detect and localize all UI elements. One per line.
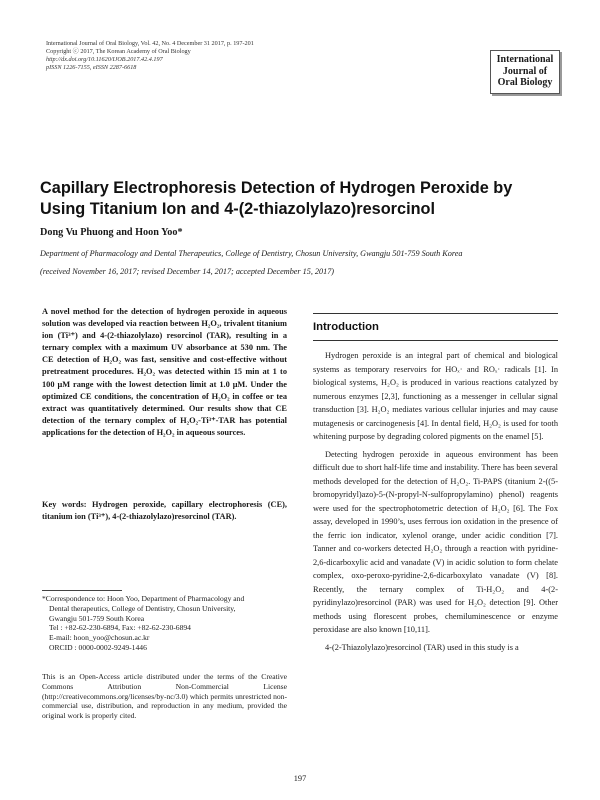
correspondence-orcid: ORCID : 0000-0002-9249-1446 xyxy=(49,642,147,652)
journal-logo-line: Journal of xyxy=(502,65,548,77)
journal-logo-line: International xyxy=(496,54,554,65)
abstract-text: A novel method for the detection of hydrogen peroxide in aqueous solution was developed via reaction between H₂O₂, trivalent titanium ion (Ti³⁺) and 4-(2-thiazolylazo) resorcinol (TAR), resulting in a ternary complex with a maximum UV absorbance at 530 nm. The CE detection of H₂O₂ was fast, sensitive and cost-effective without pretreatment procedures. H₂O₂ was detected within 15 min at 1 to 100 μM range with the lowest detection limit at 1.0 μM. Under the optimized CE conditions, the concentration of H₂O₂ in coffee or tea extract was quantitatively determined. Our results show that CE detection of the ternary complex of H₂O₂-Ti³⁺-TAR has potential applications for the detection of H₂O₂ in aqueous sources. xyxy=(42,307,287,437)
copyright-line: Copyright ⓒ 2017, The Korean Academy of Oral Biology xyxy=(46,48,191,55)
correspondence-phone: Tel : +82-62-230-6894, Fax: +82-62-230-6894 xyxy=(49,623,191,633)
page-number: 197 xyxy=(293,774,307,783)
footnote-divider xyxy=(42,590,122,591)
correspondence-line: Gwangju 501-759 South Korea xyxy=(49,613,145,623)
author-list: Dong Vu Phuong and Hoon Yoo* xyxy=(40,227,183,238)
introduction-paragraph: Hydrogen peroxide is an integral part of chemical and biological systems as temporary reservoirs for HOₓ· and ROₓ· radicals [1]. In biological systems, H₂O₂ is produced in various reactions catalyzed by numerous enzymes [2,3], functioning as a messenger in cellular signal transduction [3]. H₂O₂ mediates various cellular injuries and may cause mutagenesis or carcinogenesis [4]. In dental field, H₂O₂ is used for tooth whitening purpose by degrading colored pigments on the enamel [5]. xyxy=(313,351,558,441)
paper-title: Capillary Electrophoresis Detection of Hydrogen Peroxide by Using Titanium Ion and 4-(2-thiazolylazo)resorcinol xyxy=(40,179,513,218)
author-affiliation: Department of Pharmacology and Dental Therapeutics, College of Dentistry, Chosun University, Gwangju 501-759 South Korea xyxy=(40,249,463,258)
journal-logo-box xyxy=(490,50,560,94)
section-rule-bottom xyxy=(313,340,558,341)
license-notice: This is an Open-Access article distributed under the terms of the Creative Commons Attribution Non-Commercial License (http://creativecommons.org/licenses/by-nc/3.0) which permits unrestricted non-commercial use, distribution, and reproduction in any medium, provided the original work is properly cited. xyxy=(42,672,287,721)
header-citation-block xyxy=(46,40,366,72)
doi-link[interactable]: http://dx.doi.org/10.11620/IJOB.2017.42.4.197 xyxy=(46,56,163,63)
introduction-heading: Introduction xyxy=(313,321,379,333)
correspondence-line: Dental therapeutics, College of Dentistry, Chosun University, xyxy=(49,603,236,613)
section-rule-top xyxy=(313,313,558,314)
introduction-paragraph: 4-(2-Thiazolylazo)resorcinol (TAR) used in this study is a xyxy=(325,642,519,652)
correspondence-line: *Correspondence to: Hoon Yoo, Department of Pharmacology and xyxy=(42,594,245,603)
submission-dates: (received November 16, 2017; revised December 14, 2017; accepted December 15, 2017) xyxy=(40,267,335,276)
correspondence-footnote xyxy=(42,594,287,653)
introduction-body xyxy=(313,349,558,658)
issn-line: pISSN 1226-7155, eISSN 2287-6618 xyxy=(46,64,137,71)
keywords-text: Key words: Hydrogen peroxide, capillary electrophoresis (CE), titanium ion (Ti³⁺), 4-(2-thiazolylazo)resorcinol (TAR). xyxy=(42,500,287,522)
correspondence-email[interactable]: E-mail: hoon_yoo@chosun.ac.kr xyxy=(49,633,150,643)
introduction-paragraph: Detecting hydrogen peroxide in aqueous environment has been difficult due to short half-life time and instability. There has been several methods developed for the detection of H₂O₂. Ti-PAPS (titanium 2-((5-bromopyridyl)azo)-5-(N-propyl-N-sulfopropylamino) phenol) reagents were used for the spectrophotometric detection of H₂O₂ [6]. The Fox assay, developed in 1990’s, uses ferrous ion oxidation in the presence of the ferric ion indicator, xylenol orange, under acidic condition [7]. Tanner and co-workers detected H₂O₂ through a reaction with pyridine-2,6-dicarboxylic acid and vanadate (V) in acidic solution to form chelate complex, oxo-peroxo-pyridine-2,6-dicarboxylato vanadate (V) [8]. Recently, the ternary complex of Ti-H₂O₂ and 4-(2-pyridinylazo)resorcinol (PAR) was used for H₂O₂ detection [9]. Other methods using florescent probes, chemiluminescence or enzyme peroxidase are also known [10,11]. xyxy=(313,449,558,634)
citation-line: International Journal of Oral Biology, Vol. 42, No. 4 December 31 2017, p. 197-201 xyxy=(46,40,254,47)
journal-logo-line: Oral Biology xyxy=(497,77,553,88)
